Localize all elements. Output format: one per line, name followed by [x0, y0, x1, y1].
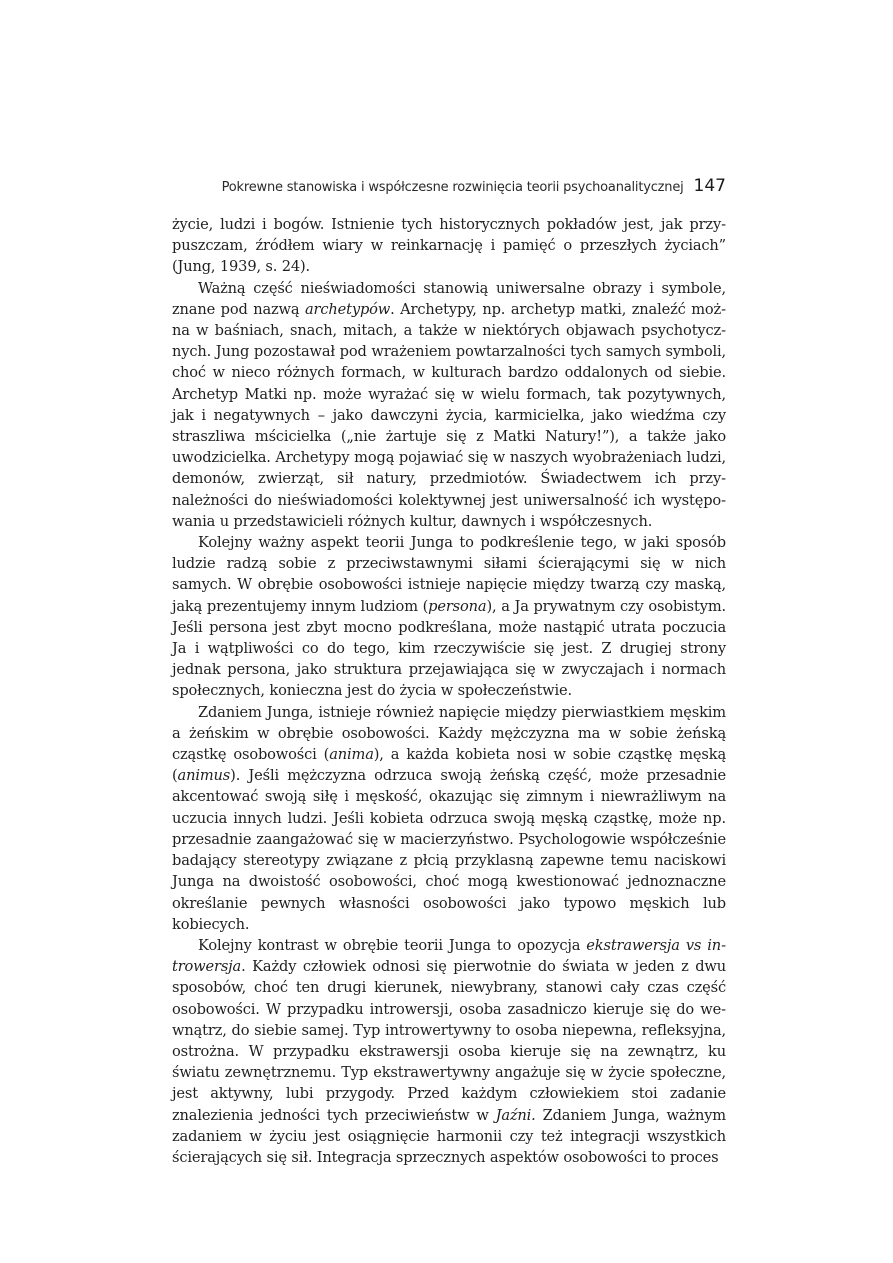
paragraph — [172, 214, 726, 278]
text-run: ), a każda kobieta nosi w sobie cząstkę męską ( — [172, 746, 726, 785]
paragraph — [172, 935, 726, 1168]
text-run: . Archetypy, np. archetyp matki, znaleźć można w baśniach, snach, mitach, a także w niektórych objawach psychotycznych. Jung pozostawał pod wrażeniem powtarzalności tych samych symboli, choć w nieco różnych formach, w kulturach bardzo oddalonych od siebie. Archetyp Matki np. może wyrażać się w wielu formach, tak pozytywnych, jak i negatywnych – jako dawczyni życia, karmicielka, jako wiedźma czy straszliwa mścicielka („nie żartuje się z Matki Natury!”), a także jako uwodzicielka. Archetypy mogą pojawiać się w naszych wyobrażeniach ludzi, demonów, zwierząt, sił natury, przedmiotów. Świadectwem ich przynależności do nieświadomości kolektywnej jest uniwersalność ich występowania u przedstawicieli różnych kultur, dawnych i współczesnych. — [172, 300, 726, 530]
paragraph — [172, 278, 726, 532]
italic-term: ekstrawersja vs introwersja — [172, 936, 726, 976]
italic-term: anima — [329, 746, 374, 764]
text-run: . Każdy człowiek odnosi się pierwotnie do świata w jeden z dwu sposobów, choć ten drugi kierunek, niewybrany, stanowi cały czas część osobowości. W przypadku introwersji, osoba zasadniczo kieruje się do wewnątrz, do siebie samej. Typ introwertywny to osoba niepewna, refleksyjna, ostrożna. W przypadku ekstrawersji osoba kieruje się na zewnątrz, ku światu zewnętrznemu. Typ ekstrawertywny angażuje się w życie społeczne, jest aktywny, lubi przygody. Przed każdym człowiekiem stoi zadanie znalezienia jedności tych przeciwieństw w — [172, 958, 726, 1124]
running-head — [170, 176, 726, 196]
text-run: życie, ludzi i bogów. Istnienie tych historycznych pokładów jest, jak przypuszczam, źródłem wiary w reinkarnację i pamięć o przeszłych życiach” (Jung, 1939, s. 24). — [172, 216, 726, 276]
running-title: Pokrewne stanowiska i współczesne rozwinięcia teorii psychoanalitycznej — [221, 180, 684, 195]
paragraph — [172, 702, 726, 935]
text-run: Kolejny ważny aspekt teorii Junga to podkreślenie tego, w jaki sposób ludzie radzą sobie z przeciwstawnymi siłami ścierającymi się w nich samych. W obrębie osobowości istnieje napięcie między twarzą czy maską, jaką prezentujemy innym ludziom ( — [172, 534, 726, 615]
text-run: ), a Ja prywatnym czy osobistym. Jeśli persona jest zbyt mocno podkreślana, może nastąpić utrata poczucia Ja i wątpliwości co do tego, kim rzeczywiście się jest. Z drugiej strony jednak persona, jako struktura przejawiająca się w zwyczajach i normach społecznych, konieczna jest do życia w społeczeństwie. — [172, 597, 726, 700]
text-run: Ważną część nieświadomości stanowią uniwersalne obrazy i symbole, znane pod nazwą — [172, 279, 726, 318]
italic-term: archetypów — [305, 300, 391, 318]
text-run: Zdaniem Junga, istnieje również napięcie między pierwiastkiem męskim a żeńskim w obrębie osobowości. Każdy mężczyzna ma w sobie żeńską cząstkę osobowości ( — [172, 703, 726, 764]
text-run: Zdaniem Junga, ważnym zadaniem w życiu jest osiągnięcie harmonii czy też integracji wszystkich ścierających się sił. Integracja sprzecznych aspektów osobowości to proces — [172, 1106, 726, 1166]
italic-term: Jaźni. — [495, 1106, 536, 1124]
body-text — [172, 214, 726, 1168]
text-run: Kolejny kontrast w obrębie teorii Junga to opozycja — [198, 936, 587, 954]
text-run: ). Jeśli mężczyzna odrzuca swoją żeńską część, może przesadnie akcentować swoją siłę i męskość, okazując się zimnym i niewrażliwym na uczucia innych ludzi. Jeśli kobieta odrzuca swoją męską cząstkę, może np. przesadnie zaangażować się w macierzyństwo. Psychologowie współcześnie badający stereotypy związane z płcią przyklasną zapewne temu naciskowi Junga na dwoistość osobowości, choć mogą kwestionować jednoznaczne określanie pewnych własności osobowości jako typowo męskich lub kobiecych. — [172, 767, 726, 933]
paragraph — [172, 532, 726, 702]
italic-term: animus — [177, 767, 231, 785]
page-number: 147 — [693, 176, 726, 196]
italic-term: persona — [428, 597, 487, 615]
